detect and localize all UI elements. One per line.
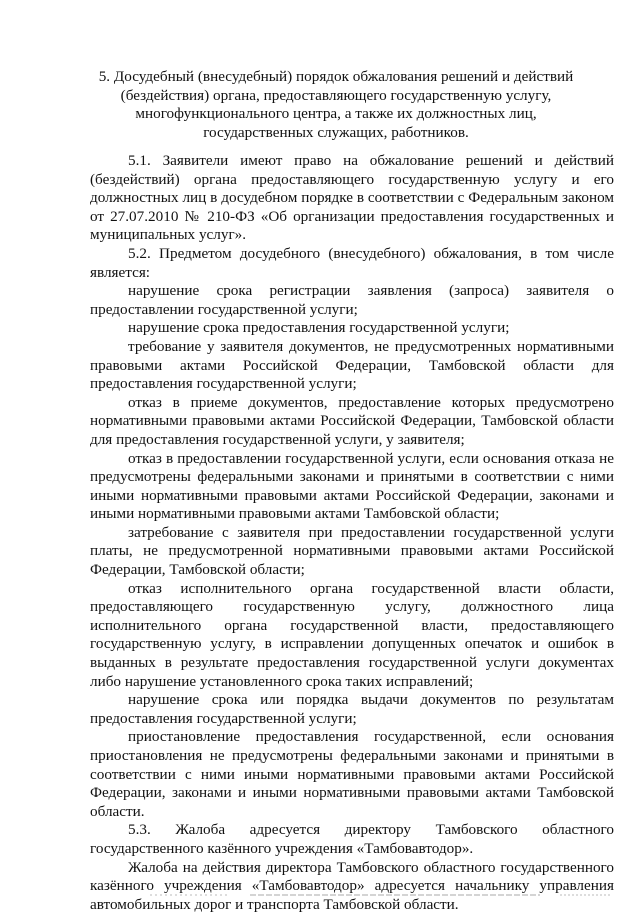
- list-item: нарушение срока предоставления государственной услуги;: [128, 319, 510, 337]
- paragraph-5-1: 5.1. Заявители имеют право на обжалование решений и действий (бездействий) органа предоставляющего государственную услугу и его должностных лиц в досудебном порядке в соответствии с Федеральным законом от 27.07.2010 № 210-ФЗ «Об организации предоставления государственных и муниципальных услуг».: [90, 152, 614, 244]
- paragraph-5-2: 5.2. Предметом досудебного (внесудебного) обжалования, в том числе является:: [90, 244, 614, 281]
- paragraph-complaint-director: Жалоба на действия директора Тамбовского областного государственного казённого учреждения «Тамбовавтодор» адресуется начальнику управления автомобильных дорог и транспорта Тамбовской области.: [90, 858, 614, 913]
- scan-edge-marks: [0, 893, 640, 899]
- list-item: затребование с заявителя при предоставлении государственной услуги платы, не предусмотренной нормативными правовыми актами Российской Федерации, Тамбовской области;: [90, 523, 614, 579]
- list-item: отказ исполнительного органа государственной власти области, предоставляющего государственную услугу, должностного лица исполнительного органа государственной власти, предоставляющего государственную услугу, в исправлении допущенных опечаток и ошибок в выданных в результате предоставления государственной услуги документах либо нарушение установленного срока таких исправлений;: [90, 579, 614, 690]
- list-item: отказ в приеме документов, предоставление которых предусмотрено нормативными правовыми актами Российской Федерации, Тамбовской области для предоставления государственной услуги, у заявителя;: [90, 393, 614, 448]
- list-item: нарушение срока регистрации заявления (запроса) заявителя о предоставлении государственной услуги;: [90, 282, 614, 318]
- list-item: отказ в предоставлении государственной услуги, если основания отказа не предусмотрены федеральными законами и принятыми в соответствии с ними иными нормативными правовыми актами Российской Федерации, законами и иными нормативными правовыми актами Тамбовской области;: [90, 449, 614, 523]
- list-item: требование у заявителя документов, не предусмотренных нормативными правовыми актами Российской Федерации, Тамбовской области для предоставления государственной услуги;: [90, 337, 614, 393]
- list-item: нарушение срока или порядка выдачи документов по результатам предоставления государственной услуги;: [90, 691, 614, 727]
- list-item: приостановление предоставления государственной, если основания приостановления не предусмотрены федеральными законами и принятыми в соответствии с ними иными нормативными правовыми актами Российской Федерации, законами и иными нормативными правовыми актами Тамбовской области.: [90, 728, 614, 820]
- section-heading: 5. Досудебный (внесудебный) порядок обжалования решений и действий (бездействия) органа, предоставляющего государственную услугу, многофункционального центра, а также их должностных лиц, государственных служащих, работников.: [98, 68, 574, 141]
- section-body: [90, 152, 614, 914]
- paragraph-5-3: 5.3. Жалоба адресуется директору Тамбовского областного государственного казённого учреждения «Тамбовавтодор».: [90, 821, 614, 857]
